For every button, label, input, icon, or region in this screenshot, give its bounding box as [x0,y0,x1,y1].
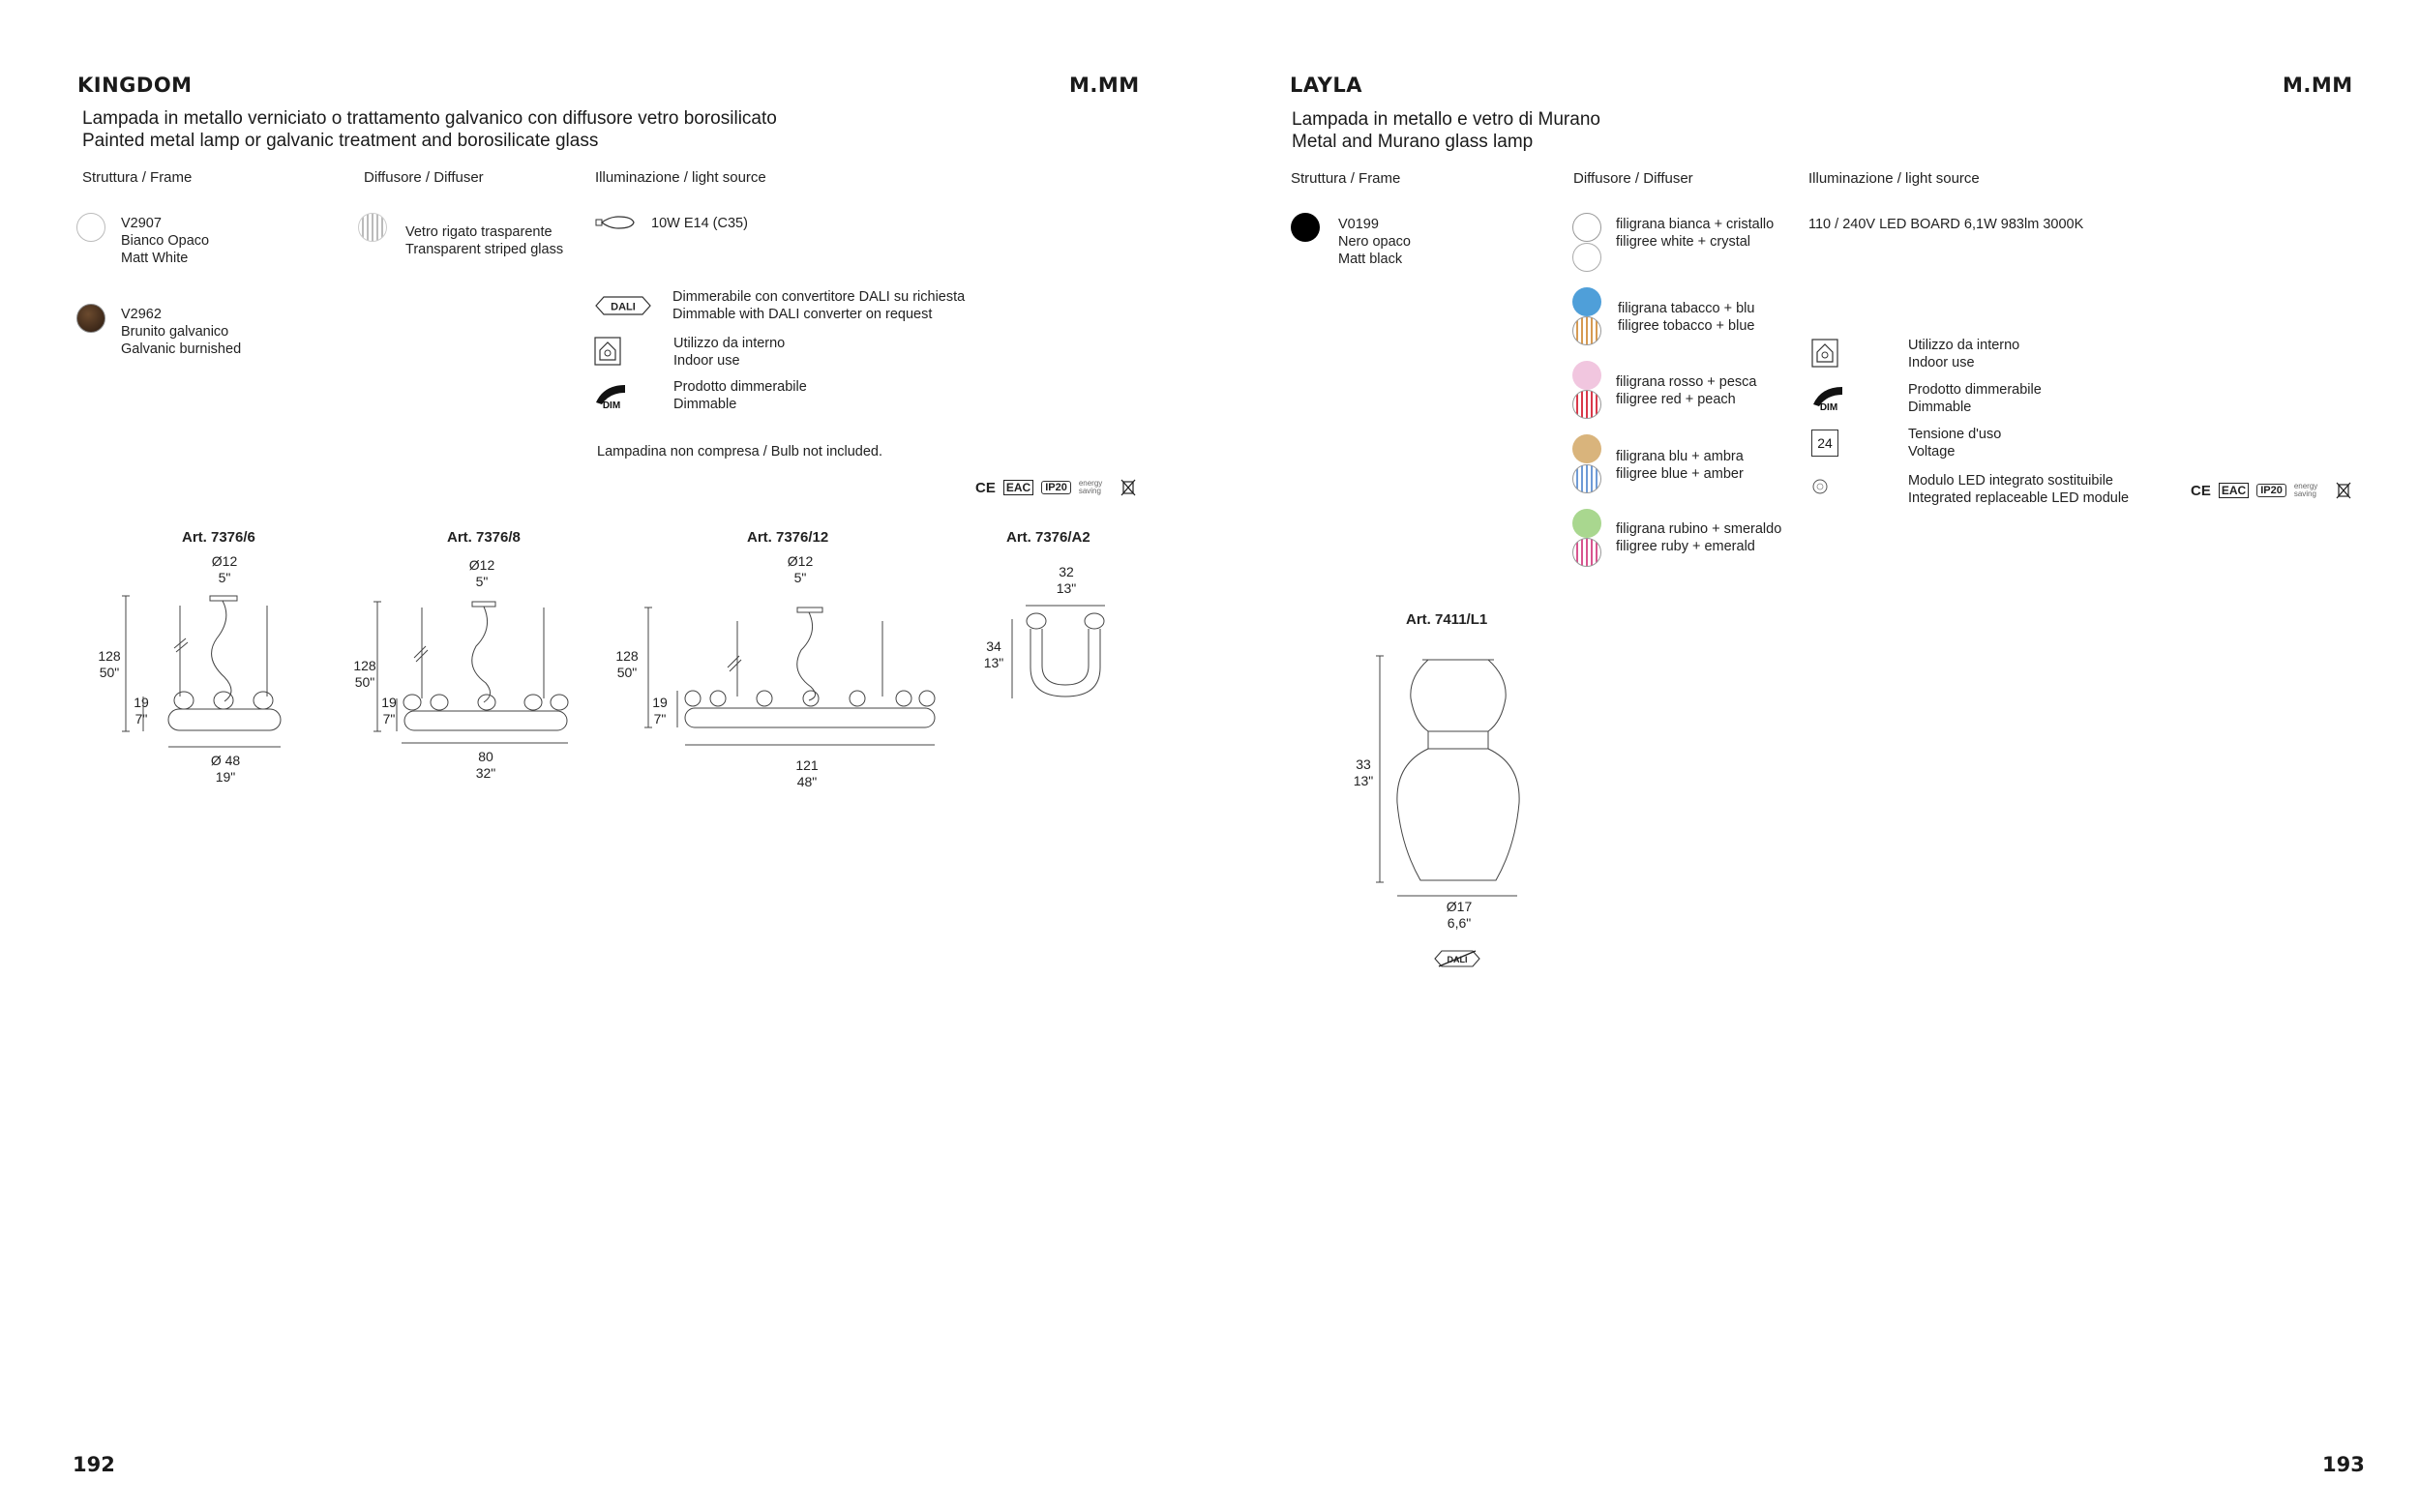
ip20-icon: IP20 [1041,481,1071,494]
dali-crossed-label: DALI [1447,955,1468,964]
diffuser-swatch-bottom [1572,538,1601,567]
brand-mark: M.MM [2283,74,2353,97]
drawing-7376-a2 [1006,600,1122,706]
dim-diameter: Ø12 5" [787,553,814,585]
dim-width: Ø17 6,6" [1446,899,1473,931]
diffuser-option: filigrana tabacco + blu filigree tobacco + blue [1618,301,1755,334]
feature-led-module: Modulo LED integrato sostituibile Integrated replaceable LED module [1908,473,2130,506]
striped-glass-icon [358,213,387,242]
product-title: LAYLA [1290,74,1362,97]
diffuser-swatch-bottom [1572,316,1601,345]
drawing-7411-l1 [1372,648,1537,900]
eac-mark-icon: EAC [2219,483,2249,498]
page-number: 193 [2322,1453,2365,1476]
column-header-diffuser: Diffusore / Diffuser [1573,170,1693,187]
page-number: 192 [73,1453,115,1476]
column-header-frame: Struttura / Frame [82,169,193,186]
feature-dim: Prodotto dimmerabile Dimmable [673,379,807,412]
light-source-spec: 110 / 240V LED BOARD 6,1W 983lm 3000K [1808,217,2084,232]
diffuser-option: filigrana rubino + smeraldo filigree ruby + emerald [1616,521,1782,554]
dim-width: Ø 48 19" [210,753,241,785]
feature-indoor: Utilizzo da interno Indoor use [1908,338,2020,371]
weee-icon [1120,478,1137,497]
diffuser-swatch-top [1572,213,1601,242]
article-name: Art. 7411/L1 [1406,611,1488,628]
feature-indoor: Utilizzo da interno Indoor use [673,336,786,369]
dim-height: 34 13" [983,638,1004,670]
feature-dali: Dimmerabile con convertitore DALI su richiesta Dimmable with DALI converter on request [672,289,966,322]
diffuser-option: filigrana blu + ambra filigree blue + amber [1616,449,1744,482]
diffuser-swatch-top [1572,361,1601,390]
energy-saving-icon: energy saving [1078,479,1103,495]
certification-icons [2191,481,2352,500]
frame-swatch-black [1291,213,1320,242]
column-header-diffuser: Diffusore / Diffuser [364,169,484,186]
frame-swatch-burnished [76,304,105,333]
diffuser-option: filigrana rosso + pesca filigree red + peach [1616,374,1757,407]
ce-mark-icon: CE [2191,482,2211,499]
drawing-7376-12 [639,594,948,758]
brand-mark: M.MM [1069,74,1140,97]
column-header-light: Illuminazione / light source [595,169,766,186]
drawing-7376-6 [116,580,310,755]
ip20-icon: IP20 [2256,484,2286,497]
article-name: Art. 7376/8 [447,529,521,546]
product-title: KINGDOM [77,74,193,97]
dim-width: 80 32" [475,749,496,781]
frame-finish: V0199 Nero opaco Matt black [1338,217,1411,267]
article-name: Art. 7376/A2 [1006,529,1090,546]
diffuser-desc: Vetro rigato trasparente Transparent striped glass [405,224,564,257]
dim-diameter: Ø12 5" [211,553,238,585]
diffuser-swatch-top [1572,509,1601,538]
dim-height: 128 50" [98,648,121,680]
frame-swatch-white [76,213,105,242]
dim-width: 121 48" [795,757,819,789]
svg-text:DALI: DALI [611,301,636,313]
eac-mark-icon: EAC [1003,480,1033,495]
feature-voltage: Tensione d'uso Voltage [1908,427,2002,460]
dim-height-body: 19 7" [652,695,668,726]
diffuser-swatch-top [1572,287,1601,316]
diffuser-swatch-bottom [1572,390,1601,419]
article-name: Art. 7376/6 [182,529,255,546]
dim-height: 128 50" [353,658,376,690]
ce-mark-icon: CE [975,479,996,496]
dali-crossed-icon [1433,948,1481,969]
diffuser-swatch-top [1572,434,1601,463]
diffuser-option: filigrana bianca + cristallo filigree white + crystal [1616,217,1775,250]
subtitle-en: Painted metal lamp or galvanic treatment and borosilicate glass [82,131,599,151]
feature-dim: Prodotto dimmerabile Dimmable [1908,382,2042,415]
frame-finish: V2907 Bianco Opaco Matt White [121,216,210,266]
indoor-use-icon [594,337,621,366]
dim-icon [594,383,627,410]
certification-icons [975,478,1137,497]
dim-height-body: 19 7" [381,695,397,726]
dim-width: 32 13" [1056,564,1077,596]
svg-text:DIM: DIM [602,400,621,410]
column-header-frame: Struttura / Frame [1291,170,1401,187]
energy-saving-icon: energy saving [2293,482,2318,498]
bulb-spec: 10W E14 (C35) [651,216,748,231]
frame-finish: V2962 Brunito galvanico Galvanic burnished [121,307,242,357]
bulb-note: Lampadina non compresa / Bulb not included. [597,444,883,460]
dim-height: 128 50" [615,648,639,680]
dim-icon [1811,385,1844,412]
weee-icon [2335,481,2352,500]
dim-height: 33 13" [1353,756,1374,788]
diffuser-swatch-bottom [1572,464,1601,493]
svg-text:DIM: DIM [1819,402,1838,412]
column-header-light: Illuminazione / light source [1808,170,1980,187]
bulb-icon [595,213,636,232]
subtitle-it: Lampada in metallo e vetro di Murano [1292,109,1600,130]
voltage-icon: 24 [1811,430,1838,457]
subtitle-en: Metal and Murano glass lamp [1292,132,1534,152]
dim-diameter: Ø12 5" [468,557,495,589]
led-module-icon [1811,478,1829,495]
drawing-7376-8 [370,590,582,755]
diffuser-swatch-bottom [1572,243,1601,272]
dim-height-body: 19 7" [134,695,149,726]
indoor-use-icon [1811,339,1838,368]
article-name: Art. 7376/12 [747,529,829,546]
subtitle-it: Lampada in metallo verniciato o trattamento galvanico con diffusore vetro borosilicato [82,108,777,129]
dali-icon [594,294,652,317]
